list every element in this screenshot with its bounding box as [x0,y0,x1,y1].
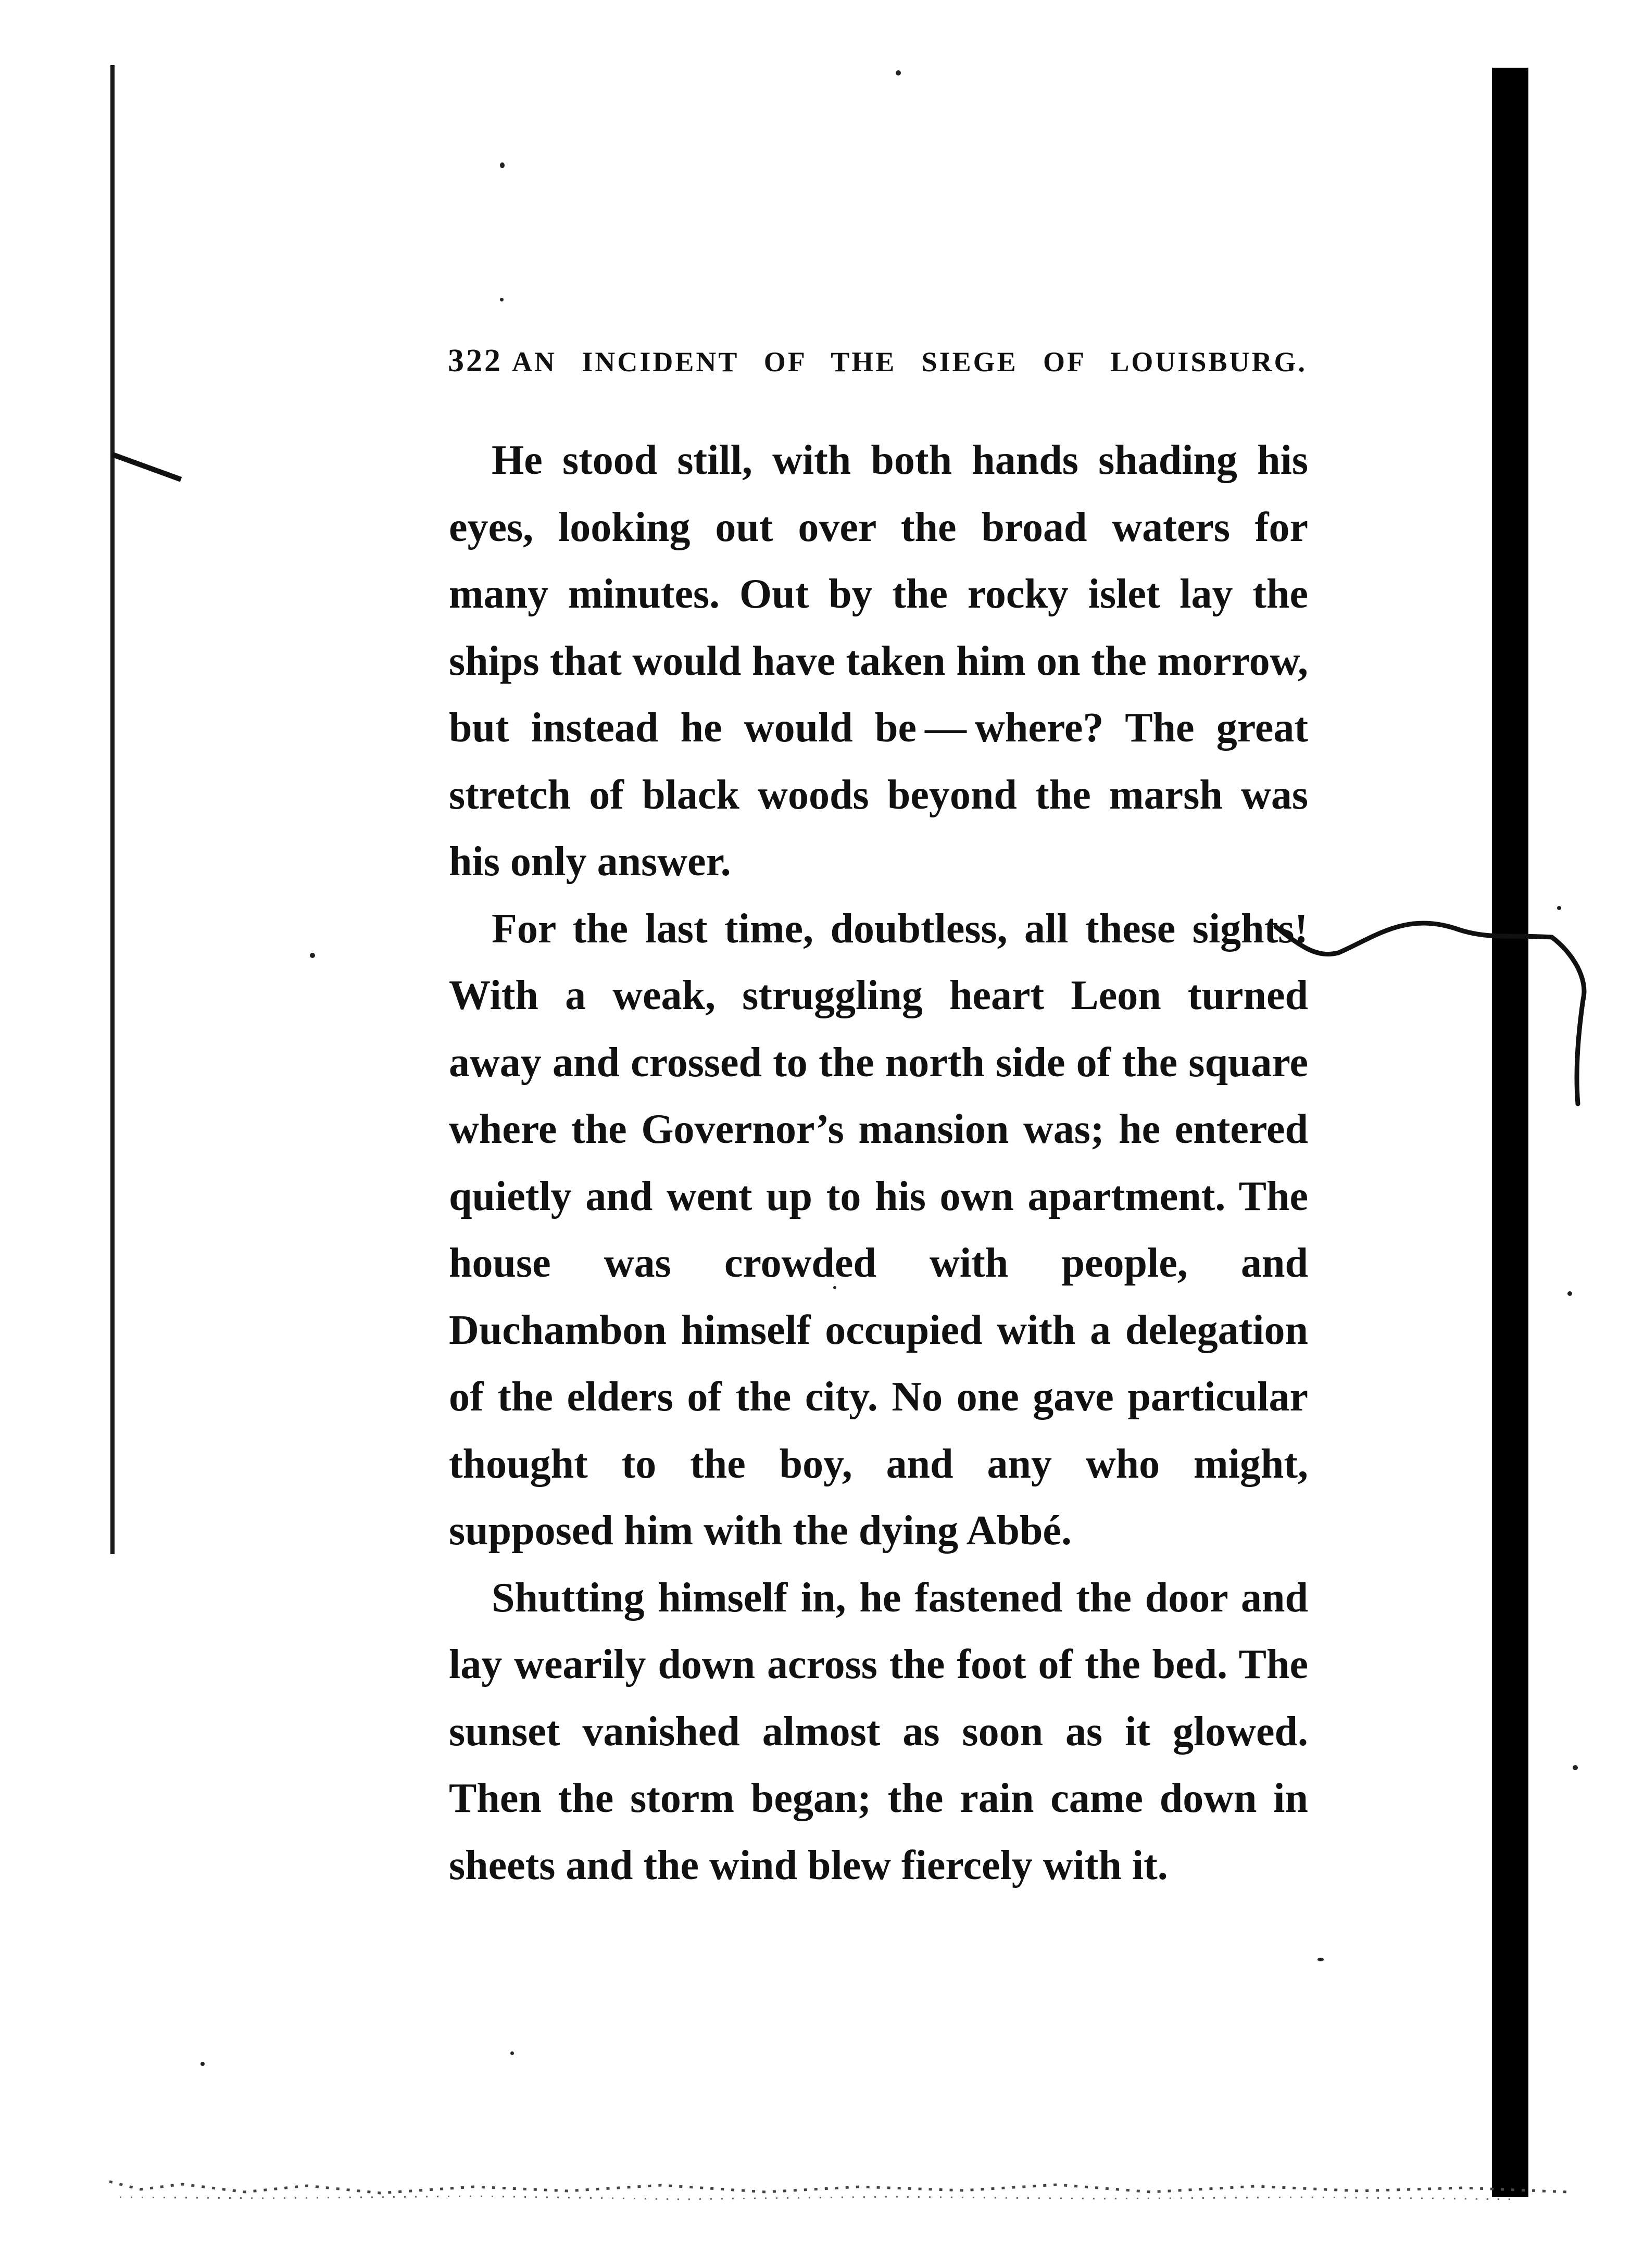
scan-left-edge-mark [111,452,182,482]
paragraph: He stood still, with both hands shading his eyes, looking out over the broad waters for many minutes. Out by the rocky islet lay the ships that would have taken him on the morrow, but instead he would be — where? The great stretch of black woods beyond the marsh was his only answer. [449,437,1308,885]
scan-right-black-bar [1492,68,1528,2197]
scan-speck [500,298,504,301]
scan-speck [310,953,315,958]
stray-ink-curve [1271,916,1593,1114]
page-number: 322 [448,343,503,379]
scan-speck [200,2062,205,2066]
scan-speck [500,162,505,168]
scan-left-edge-line [110,65,115,1554]
scan-speck [896,70,901,75]
running-header [448,343,1307,384]
scan-speck [1317,1958,1324,1961]
scan-speck [510,2051,514,2055]
scan-speck [1567,1291,1572,1296]
running-title: AN INCIDENT OF THE SIEGE OF LOUISBURG. [512,346,1307,377]
paragraph: Shutting himself in, he fastened the door and lay wearily down across the foot of the bed. The sunset vanished almost as soon as it glowed. Then the storm began; the rain came down in sheets and the wind blew fiercely with it. [449,1574,1308,1888]
scan-speck [1557,906,1561,910]
body-text [449,427,1308,1899]
scan-bottom-noise [109,2161,1620,2208]
paragraph: For the last time, doubtless, all these sights! With a weak, struggling heart Leon turned away and crossed to the north side of the square where the Governor’s mansion was; he entered quietly and went up to his own apartment. The house was crowded with people, and Duchambon himself occupied with a delegation of the elders of the city. No one gave particular thought to the boy, and any who might, supposed him with the dying Abbé. [449,905,1308,1554]
scan-speck [1573,1765,1578,1770]
